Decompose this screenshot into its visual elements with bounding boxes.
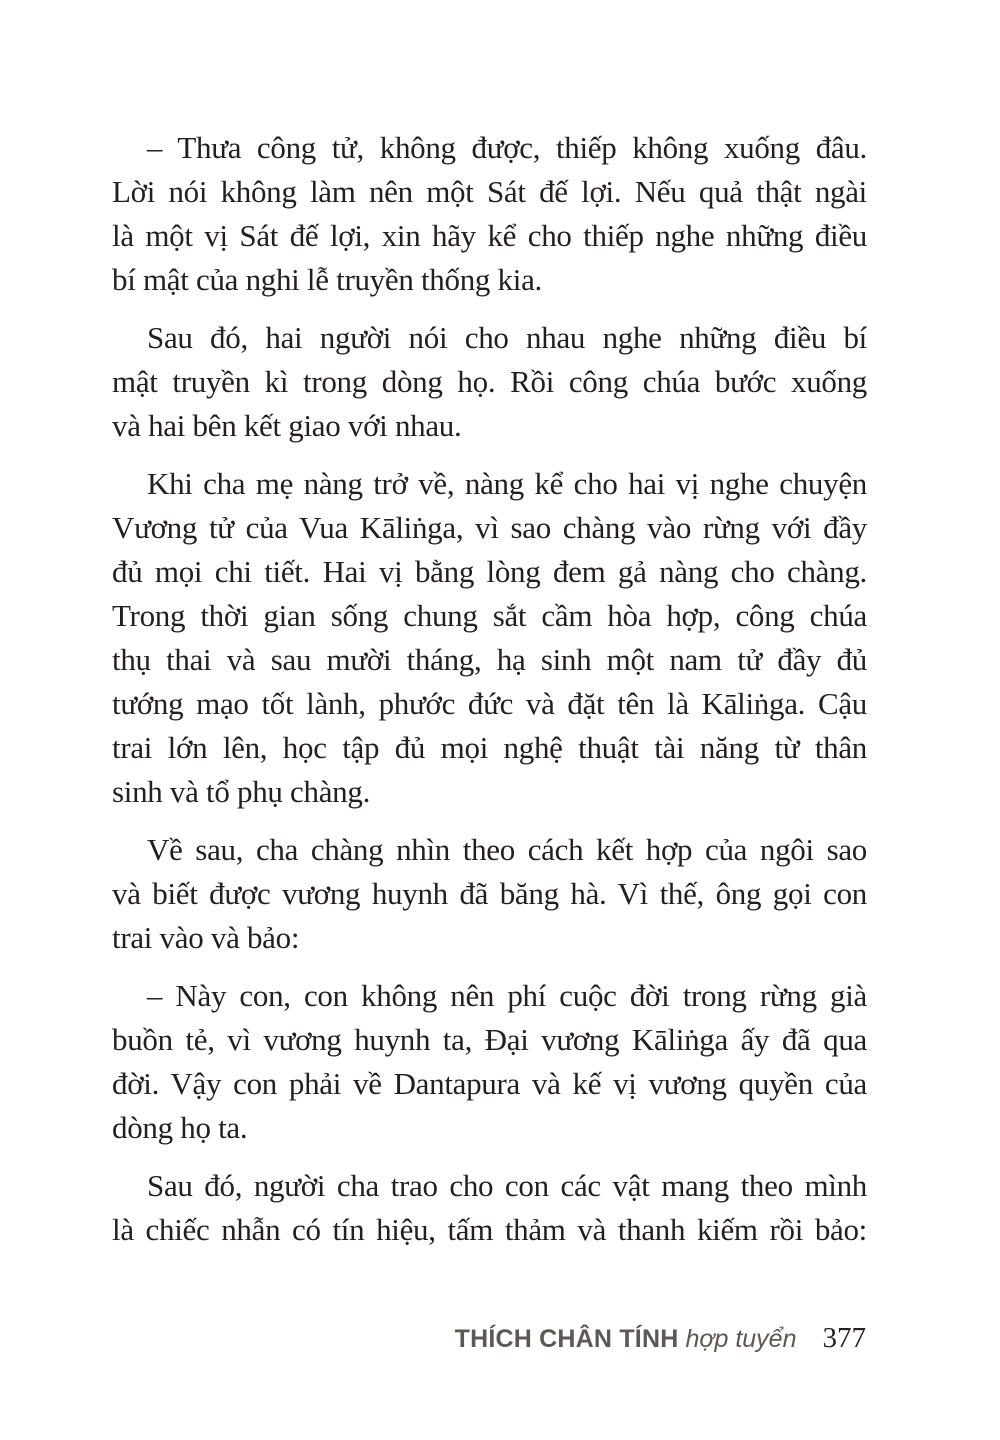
- text-line: sinh và tổ phụ chàng.: [112, 774, 371, 809]
- text-line: – Này con, con không nên phí cuộc đời trong rừng già: [147, 978, 867, 1013]
- text-line: và biết được vương huynh đã băng hà. Vì thế, ông gọi con: [112, 876, 867, 911]
- paragraph: [112, 828, 867, 960]
- text-line: đủ mọi chi tiết. Hai vị bằng lòng đem gả nàng cho chàng.: [112, 554, 867, 589]
- paragraph: [112, 462, 867, 814]
- footer-subtitle: hợp tuyển: [685, 1325, 797, 1353]
- text-line: Sau đó, người cha trao cho con các vật mang theo mình: [147, 1168, 867, 1203]
- text-line: Lời nói không làm nên một Sát đế lợi. Nếu quả thật ngài: [112, 174, 867, 209]
- text-line: bí mật của nghi lễ truyền thống kia.: [112, 262, 542, 297]
- text-line: Sau đó, hai người nói cho nhau nghe những điều bí: [147, 320, 867, 355]
- text-line: Khi cha mẹ nàng trở về, nàng kể cho hai vị nghe chuyện: [147, 466, 867, 501]
- page-number: 377: [822, 1322, 866, 1354]
- book-page-body: [112, 126, 867, 1266]
- text-line: Trong thời gian sống chung sắt cầm hòa hợp, công chúa: [112, 598, 867, 633]
- text-line: – Thưa công tử, không được, thiếp không xuống đâu.: [147, 130, 867, 165]
- text-line: dòng họ ta.: [112, 1110, 248, 1145]
- text-line: và hai bên kết giao với nhau.: [112, 408, 462, 443]
- text-line: trai lớn lên, học tập đủ mọi nghệ thuật tài năng từ thân: [112, 730, 867, 765]
- text-line: buồn tẻ, vì vương huynh ta, Đại vương Kāliṅga ấy đã qua: [112, 1022, 867, 1057]
- text-line: Về sau, cha chàng nhìn theo cách kết hợp của ngôi sao: [147, 832, 867, 867]
- text-line: là một vị Sát đế lợi, xin hãy kể cho thiếp nghe những điều: [112, 218, 867, 253]
- text-line: trai vào và bảo:: [112, 920, 300, 955]
- footer-author: THÍCH CHÂN TÍNH: [454, 1325, 679, 1353]
- text-line: tướng mạo tốt lành, phước đức và đặt tên là Kāliṅga. Cậu: [112, 686, 867, 721]
- text-line: mật truyền kì trong dòng họ. Rồi công chúa bước xuống: [112, 364, 867, 399]
- paragraph: [112, 316, 867, 448]
- paragraph: [112, 126, 867, 302]
- paragraph: [112, 1164, 867, 1252]
- page-footer: [455, 1322, 866, 1355]
- text-line: là chiếc nhẫn có tín hiệu, tấm thảm và thanh kiếm rồi bảo:: [112, 1212, 867, 1247]
- text-line: thụ thai và sau mười tháng, hạ sinh một nam tử đầy đủ: [112, 642, 867, 677]
- text-line: đời. Vậy con phải về Dantapura và kế vị vương quyền của: [112, 1066, 867, 1101]
- paragraph: [112, 974, 867, 1150]
- text-line: Vương tử của Vua Kāliṅga, vì sao chàng vào rừng với đầy: [112, 510, 867, 545]
